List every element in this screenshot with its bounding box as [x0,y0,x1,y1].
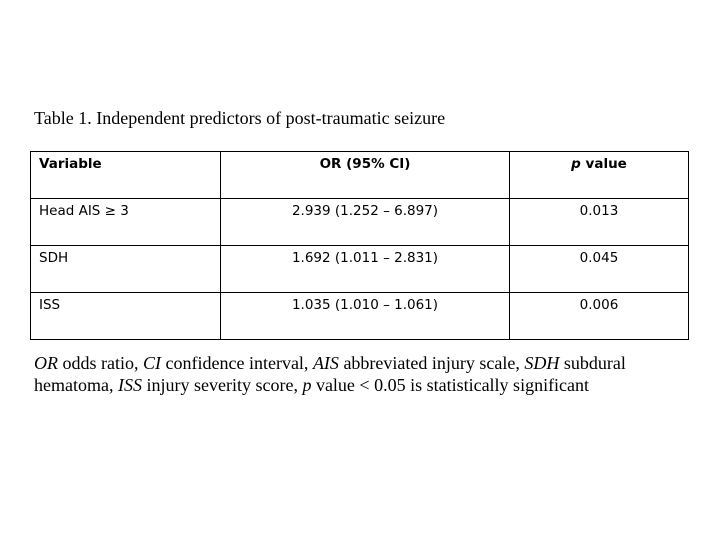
cell-or: 1.692 (1.011 – 2.831) [221,246,510,293]
cell-p: 0.045 [510,246,689,293]
predictors-table [30,151,689,340]
table-caption: Table 1. Independent predictors of post-traumatic seizure [34,108,446,128]
footnote-iss-text: injury severity score, [141,375,303,395]
footnote-ci-text: confidence interval, [161,353,313,373]
table-header-row [31,152,689,199]
cell-variable: SDH [31,246,221,293]
footnote-ais-text: abbreviated injury scale, [338,353,525,373]
cell-or: 1.035 (1.010 – 1.061) [221,293,510,340]
header-or: OR (95% CI) [221,152,510,199]
header-p-rest: value [580,156,627,172]
table-row [31,293,689,340]
cell-or: 2.939 (1.252 – 6.897) [221,199,510,246]
footnote-ais-abbr: AIS [312,353,339,373]
table-row [31,246,689,293]
footnote-or-abbr: OR [34,353,58,373]
footnote-iss-abbr: ISS [117,375,142,395]
footnote-p-text: value < 0.05 is statistically significant [311,375,590,395]
cell-p: 0.013 [510,199,689,246]
footnote-or-text: odds ratio, [58,353,143,373]
footnote-ci-abbr: CI [143,353,161,373]
header-p-italic: p [571,156,581,172]
footnote-p-abbr: p [302,375,312,395]
header-p-value [510,152,689,199]
cell-variable: ISS [31,293,221,340]
header-variable: Variable [31,152,221,199]
table-row [31,199,689,246]
footnote-sdh-abbr: SDH [524,353,560,373]
footnote-sdh-text: subdural hematoma, [34,353,626,395]
cell-p: 0.006 [510,293,689,340]
cell-variable: Head AIS ≥ 3 [31,199,221,246]
table-footnote [34,352,674,396]
